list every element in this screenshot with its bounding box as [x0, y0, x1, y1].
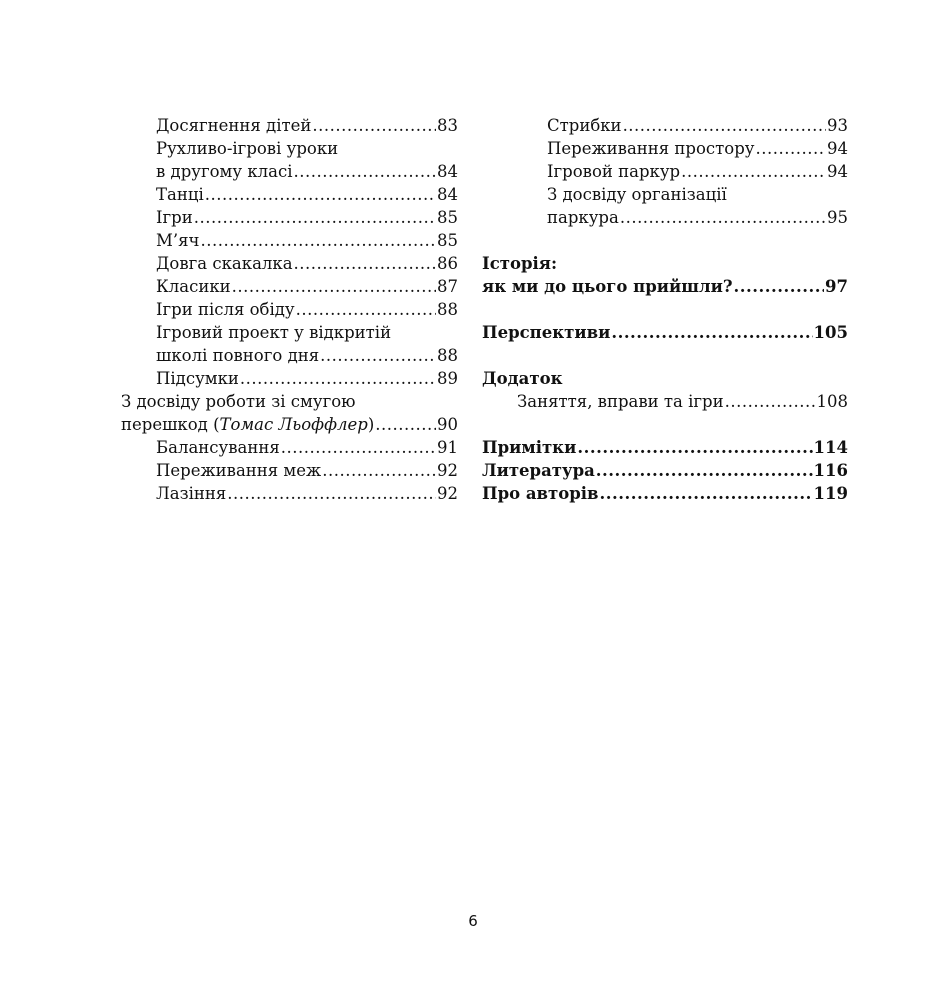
toc-page-number: 88 — [437, 300, 458, 319]
toc-entry — [121, 413, 458, 436]
toc-section-entry — [482, 459, 848, 482]
toc-entry-title: Класики — [156, 277, 231, 296]
toc-section-heading — [482, 367, 848, 390]
author-name: Томас Льоффлер — [219, 415, 368, 434]
toc-entry-title: Танці — [156, 185, 204, 204]
toc-entry-title: М’яч — [156, 231, 200, 250]
toc-page-number: 85 — [437, 231, 458, 250]
dot-leader — [611, 321, 812, 344]
toc-entry-title: З досвіду організації — [547, 185, 727, 204]
toc-entry — [121, 252, 458, 275]
toc-page-number: 119 — [813, 484, 848, 503]
toc-entry-title: З досвіду роботи зі смугою — [121, 392, 356, 411]
toc-entry — [121, 344, 458, 367]
toc-entry — [121, 390, 458, 413]
dot-leader — [756, 137, 827, 160]
toc-entry-title: Заняття, вправи та ігри — [517, 392, 724, 411]
toc-page-number: 86 — [437, 254, 458, 273]
spacer — [482, 229, 848, 252]
toc-entry-title: Досягнення дітей — [156, 116, 312, 135]
toc-entry — [482, 206, 848, 229]
dot-leader — [205, 183, 436, 206]
dot-leader — [596, 459, 813, 482]
dot-leader — [296, 298, 436, 321]
toc-entry — [121, 275, 458, 298]
toc-entry-title: Рухливо-ігрові уроки — [156, 139, 339, 158]
toc-right-column — [482, 114, 848, 505]
toc-entry — [121, 367, 458, 390]
dot-leader — [293, 160, 436, 183]
toc-page-number: 114 — [813, 438, 848, 457]
dot-leader — [320, 344, 436, 367]
dot-leader — [600, 482, 813, 505]
toc-entry-title: як ми до цього прийшли? — [482, 277, 733, 296]
dot-leader — [200, 229, 436, 252]
toc-page-number: 93 — [827, 116, 848, 135]
dot-leader — [240, 367, 436, 390]
toc-entry — [121, 206, 458, 229]
toc-section-entry — [482, 436, 848, 459]
toc-entry-title: Довга скакалка — [156, 254, 293, 273]
toc-entry-title: Додаток — [482, 369, 563, 388]
toc-entry-title: Підсумки — [156, 369, 239, 388]
toc-entry-title: Ігровий проект у відкритій — [156, 323, 392, 342]
toc-page-number: 108 — [816, 392, 848, 411]
toc-page-number: 94 — [827, 139, 848, 158]
page-number: 6 — [468, 912, 478, 930]
spacer — [482, 413, 848, 436]
dot-leader — [281, 436, 436, 459]
dot-leader — [312, 114, 436, 137]
toc-entry-title: Про авторів — [482, 484, 599, 503]
toc-page-number: 83 — [437, 116, 458, 135]
dot-leader — [734, 275, 825, 298]
toc-entry-title-part: перешкод ( — [121, 415, 220, 434]
toc-page-number: 97 — [825, 277, 848, 296]
toc-entry — [121, 482, 458, 505]
toc-entry-title-part: ) — [367, 415, 375, 434]
dot-leader — [681, 160, 826, 183]
toc-entry — [121, 229, 458, 252]
toc-page-number: 105 — [813, 323, 848, 342]
toc-section-entry — [482, 321, 848, 344]
toc-page-number: 92 — [437, 461, 458, 480]
dot-leader — [227, 482, 436, 505]
toc-entry — [121, 137, 458, 160]
toc-entry-title: Литература — [482, 461, 595, 480]
toc-entry — [121, 114, 458, 137]
toc-page-number: 116 — [813, 461, 848, 480]
toc-entry-title: Переживання простору — [547, 139, 755, 158]
toc-entry — [482, 114, 848, 137]
spacer — [482, 298, 848, 321]
toc-entry — [121, 321, 458, 344]
dot-leader — [232, 275, 436, 298]
toc-entry-title: Переживання меж — [156, 461, 322, 480]
dot-leader — [577, 436, 812, 459]
dot-leader — [620, 206, 826, 229]
dot-leader — [725, 390, 816, 413]
toc-page-number: 92 — [437, 484, 458, 503]
dot-leader — [194, 206, 436, 229]
spacer — [482, 344, 848, 367]
toc-entry — [482, 390, 848, 413]
toc-entry-title: Примітки — [482, 438, 577, 457]
toc-entry — [121, 298, 458, 321]
toc-entry-title: паркура — [547, 208, 619, 227]
toc-entry — [121, 459, 458, 482]
toc-entry — [121, 436, 458, 459]
toc-entry-title: школі повного дня — [156, 346, 320, 365]
toc-entry-title — [121, 413, 374, 436]
toc-page-number: 88 — [437, 346, 458, 365]
toc-page-number: 90 — [437, 415, 458, 434]
toc-entry-title: Ігри після обіду — [156, 300, 295, 319]
toc-page-number: 94 — [827, 162, 848, 181]
toc-entry — [482, 183, 848, 206]
toc-entry-title: Лазіння — [156, 484, 227, 503]
toc-section-heading — [482, 252, 848, 275]
toc-entry-title: в другому класі — [156, 162, 293, 181]
dot-leader — [322, 459, 436, 482]
toc-entry — [482, 160, 848, 183]
toc-section-entry — [482, 275, 848, 298]
toc-page-number: 84 — [437, 162, 458, 181]
toc-page-number: 84 — [437, 185, 458, 204]
toc-entry-title: Перспективи — [482, 323, 611, 342]
toc-section-entry — [482, 482, 848, 505]
toc-entry-title: Ігровой паркур — [547, 162, 681, 181]
dot-leader — [623, 114, 826, 137]
dot-leader — [375, 413, 436, 436]
toc-page-number: 89 — [437, 369, 458, 388]
toc-left-column — [121, 114, 458, 505]
toc-entry — [121, 160, 458, 183]
toc-entry-title: Ігри — [156, 208, 193, 227]
toc-page-number: 85 — [437, 208, 458, 227]
dot-leader — [294, 252, 436, 275]
toc-page-number: 91 — [437, 438, 458, 457]
toc-entry-title: Історія: — [482, 254, 558, 273]
toc-page-number: 87 — [437, 277, 458, 296]
toc-page-number: 95 — [827, 208, 848, 227]
toc-entry — [121, 183, 458, 206]
toc-entry-title: Балансування — [156, 438, 280, 457]
toc-entry-title: Стрибки — [547, 116, 622, 135]
toc-entry — [482, 137, 848, 160]
